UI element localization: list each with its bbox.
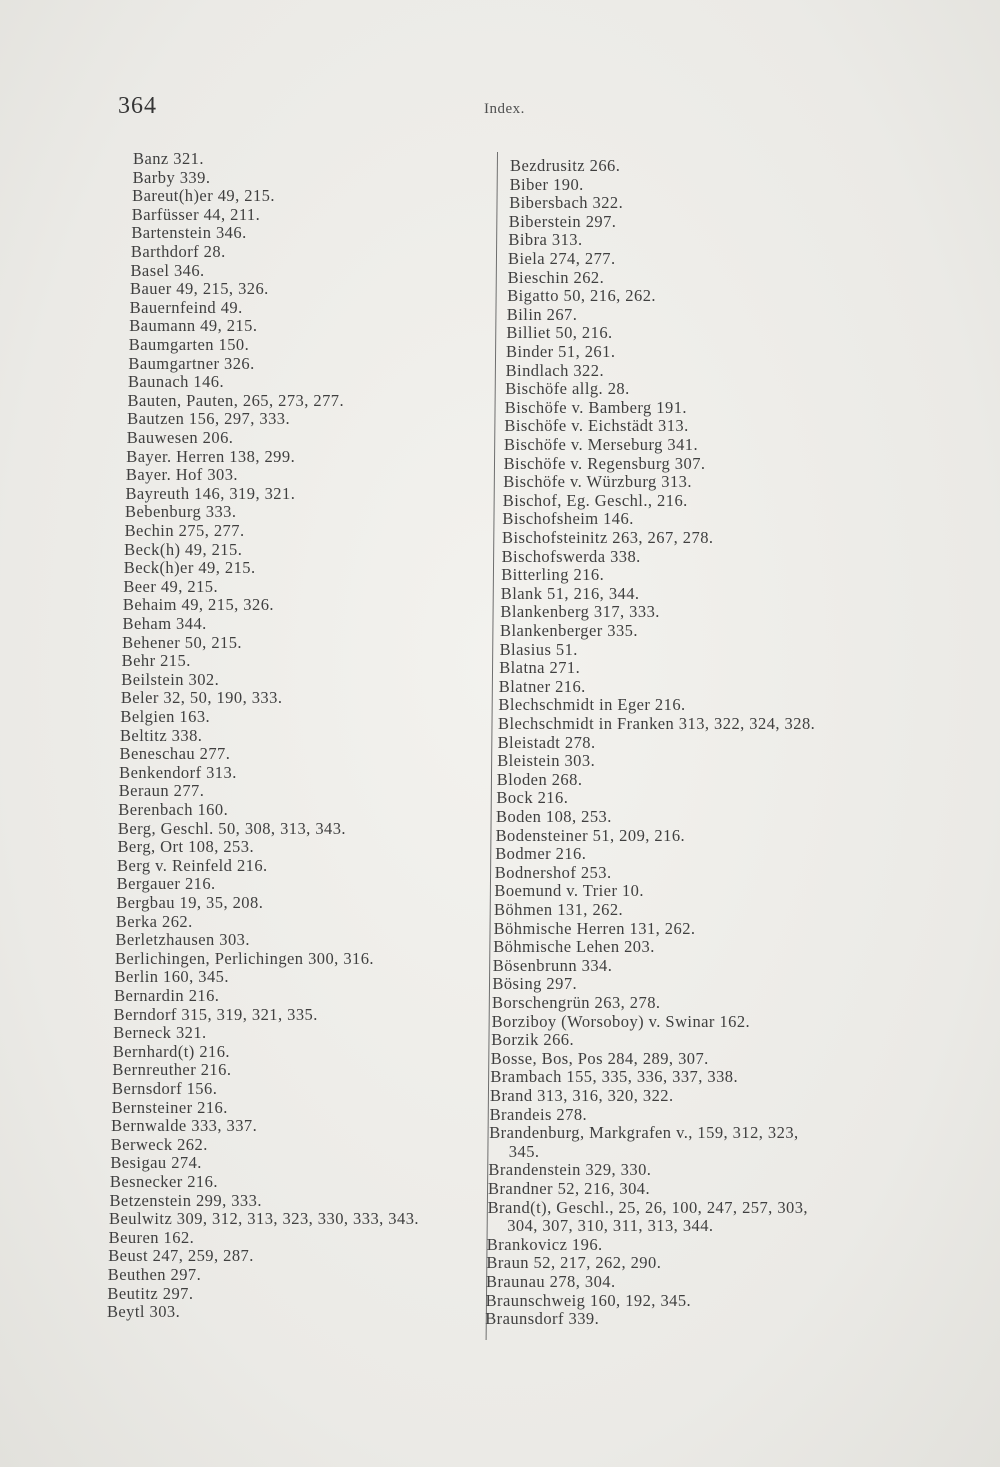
index-entry: Bibersbach 322. [509,193,624,213]
index-entry: Braunschweig 160, 192, 345. [485,1290,692,1310]
index-entry: Bechin 275, 277. [124,521,245,540]
index-entry: Bayer. Hof 303. [125,465,239,485]
index-entry: Brandeis 278. [489,1104,588,1124]
index-entry: Biberstein 297. [508,211,617,231]
index-entry: Böhmische Lehen 203. [493,937,655,957]
index-entry: Berg, Geschl. 50, 308, 313, 343. [117,818,346,838]
index-entry: Bieschin 262. [507,267,605,287]
index-entry: Beust 247, 259, 287. [108,1246,254,1266]
index-entry: Baumgartner 326. [128,353,255,373]
index-entry: Bergbau 19, 35, 208. [116,893,264,912]
index-entry: Bernsdorf 156. [112,1079,218,1098]
index-entry: Berneck 321. [113,1023,207,1043]
index-entry: Beytl 303. [106,1302,181,1322]
index-entry: Blatna 271. [499,658,581,678]
index-entry: Bischofsteinitz 263, 267, 278. [502,528,714,547]
index-entry: Bernreuther 216. [112,1060,232,1080]
index-entry: Bauten, Pauten, 265, 273, 277. [127,390,345,410]
index-entry: Bernardin 216. [114,986,220,1005]
index-entry: Böhmen 131, 262. [494,900,624,919]
index-entry: Beuren 162. [108,1227,195,1247]
index-entry: Blank 51, 216, 344. [500,583,640,603]
index-entry: Berndorf 315, 319, 321, 335. [113,1004,318,1024]
index-entry: Bock 216. [496,788,569,808]
index-entry: Beck(h) 49, 215. [124,539,243,559]
index-entry: Bodmer 216. [495,844,587,864]
index-entry: Bernhard(t) 216. [112,1041,230,1061]
index-entry: Beham 344. [122,614,207,633]
index-entry: Bautzen 156, 297, 333. [127,409,291,429]
index-entry: Besnecker 216. [109,1172,218,1191]
index-entry: Bibra 313. [508,230,583,250]
index-entry: Billiet 50, 216. [506,323,613,343]
index-entry: Bischöfe v. Merseburg 341. [504,435,699,454]
index-entry: Barthdorf 28. [130,242,226,261]
index-entry: Braunau 278, 304. [486,1272,616,1291]
index-entry: Borziboy (Worsoboy) v. Swinar 162. [491,1011,751,1031]
index-entry: Bösenbrunn 334. [492,955,613,975]
index-entry: Bernsteiner 216. [111,1097,228,1117]
index-entry: Bitterling 216. [501,565,605,585]
index-entry: Beer 49, 215. [123,576,219,596]
index-entry: Bauwesen 206. [126,428,234,447]
index-entry: Bischofsheim 146. [502,509,634,529]
index-entry: Borzik 266. [491,1030,575,1050]
index-entry: Bischof, Eg. Geschl., 216. [502,490,688,510]
index-entry: Boden 108, 253. [496,807,612,826]
index-entry: Bernwalde 333, 337. [111,1116,258,1136]
index-entry: Brand 313, 316, 320, 322. [490,1086,674,1105]
index-entry: Bischöfe v. Eichstädt 313. [504,416,689,436]
index-entry: Bleistein 303. [497,751,596,771]
index-entry: 304, 307, 310, 311, 313, 344. [507,1216,714,1236]
index-entry: Bindlach 322. [505,360,605,380]
index-entry: Bartenstein 346. [131,223,247,243]
index-entry: Beulwitz 309, 312, 313, 323, 330, 333, 343. [109,1209,419,1229]
index-entry: Berletzhausen 303. [115,930,250,950]
index-entry: Bauernfeind 49. [129,297,243,317]
index-entry: Bischöfe v. Regensburg 307. [503,453,706,473]
index-entry: Bischöfe allg. 28. [505,379,630,399]
index-entry: Bischöfe v. Würzburg 313. [503,472,692,492]
index-entry: Beck(h)er 49, 215. [123,558,256,578]
index-entry: Beutitz 297. [107,1283,194,1303]
index-entry: Beler 32, 50, 190, 333. [120,688,283,708]
index-entry: Blatner 216. [498,676,586,696]
index-entry: Brand(t), Geschl., 25, 26, 100, 247, 257, 303, [487,1197,809,1217]
index-entry: Beraun 277. [118,781,205,801]
index-entry: Blankenberg 317, 333. [500,602,660,622]
index-entry: Bayer. Herren 138, 299. [126,446,296,466]
index-entry: Banz 321. [133,149,204,168]
index-entry: Bosse, Bos, Pos 284, 289, 307. [490,1048,709,1068]
index-entry: Bebenburg 333. [125,502,237,522]
index-entry: Bischofswerda 338. [501,546,641,566]
index-entry: Berweck 262. [110,1134,208,1154]
index-entry: Brankovicz 196. [486,1234,603,1254]
index-entry: Brambach 155, 335, 336, 337, 338. [490,1067,739,1087]
index-entry: Behr 215. [121,651,191,671]
index-entry: Berlichingen, Perlichingen 300, 316. [114,948,375,968]
index-entry: Bilin 267. [506,304,578,324]
index-entry: Baumann 49, 215. [129,316,258,336]
index-entry: Böhmische Herren 131, 262. [493,918,696,938]
index-entry: Beuthen 297. [107,1265,202,1284]
index-entry: Berenbach 160. [118,800,229,819]
index-entry: Behaim 49, 215, 326. [122,595,274,615]
index-entry: Bodensteiner 51, 209, 216. [495,825,686,845]
index-entry: Binder 51, 261. [506,342,616,361]
index-entry: Barby 339. [132,167,211,187]
index-entry: Basel 346. [130,260,205,280]
index-entry: Brandenburg, Markgrafen v., 159, 312, 323, [489,1123,799,1143]
index-entry: Bauer 49, 215, 326. [130,279,269,299]
index-entry: Bösing 297. [492,974,578,994]
index-entry: Blasius 51. [499,639,578,659]
index-entry: Blechschmidt in Eger 216. [498,695,686,715]
index-entry: Beilstein 302. [121,669,220,689]
index-entry: Beneschau 277. [119,744,231,764]
index-entry: Blechschmidt in Franken 313, 322, 324, 328. [498,714,816,733]
running-title: Index. [484,101,525,117]
index-entry: Bodnershof 253. [494,862,612,882]
index-entry: Braun 52, 217, 262, 290. [486,1253,662,1273]
index-entry: Berg, Ort 108, 253. [117,837,255,857]
index-entry: Beltitz 338. [119,725,203,745]
index-entry: Belgien 163. [120,707,211,726]
index-entry: Bareut(h)er 49, 215. [132,186,275,206]
index-entry: Bezdrusitz 266. [510,156,621,175]
index-entry: Behener 50, 215. [122,632,242,652]
index-entry: Baumgarten 150. [128,335,250,354]
index-entry: Bigatto 50, 216, 262. [507,286,656,306]
index-entry: Bloden 268. [496,769,583,789]
index-entry: Boemund v. Trier 10. [494,881,644,901]
index-entry: Biber 190. [509,174,584,194]
index-entry: Brandner 52, 216, 304. [488,1179,651,1198]
index-entry: Berka 262. [115,911,193,931]
index-entry: Bleistadt 278. [497,732,596,752]
index-entry: Benkendorf 313. [119,762,237,782]
index-entry: Bayreuth 146, 319, 321. [125,483,296,503]
index-entry: Braunsdorf 339. [485,1309,600,1329]
index-entry: 345. [508,1141,540,1161]
index-entry: Barfüsser 44, 211. [131,204,261,224]
index-entry: Biela 274, 277. [508,249,616,268]
index-entry: Bischöfe v. Bamberg 191. [504,397,687,417]
index-entry: Berg v. Reinfeld 216. [117,855,268,875]
index-entry: Baunach 146. [127,372,225,392]
index-entry: Berlin 160, 345. [114,967,229,987]
index-entry: Besigau 274. [110,1153,202,1173]
index-entry: Betzenstein 299, 333. [109,1190,262,1210]
index-entry: Brandenstein 329, 330. [488,1160,652,1180]
index-entry: Borschengrün 263, 278. [492,993,661,1012]
index-entry: Blankenberger 335. [500,621,638,640]
index-entry: Bergauer 216. [116,874,216,894]
page-number: 364 [118,93,157,119]
